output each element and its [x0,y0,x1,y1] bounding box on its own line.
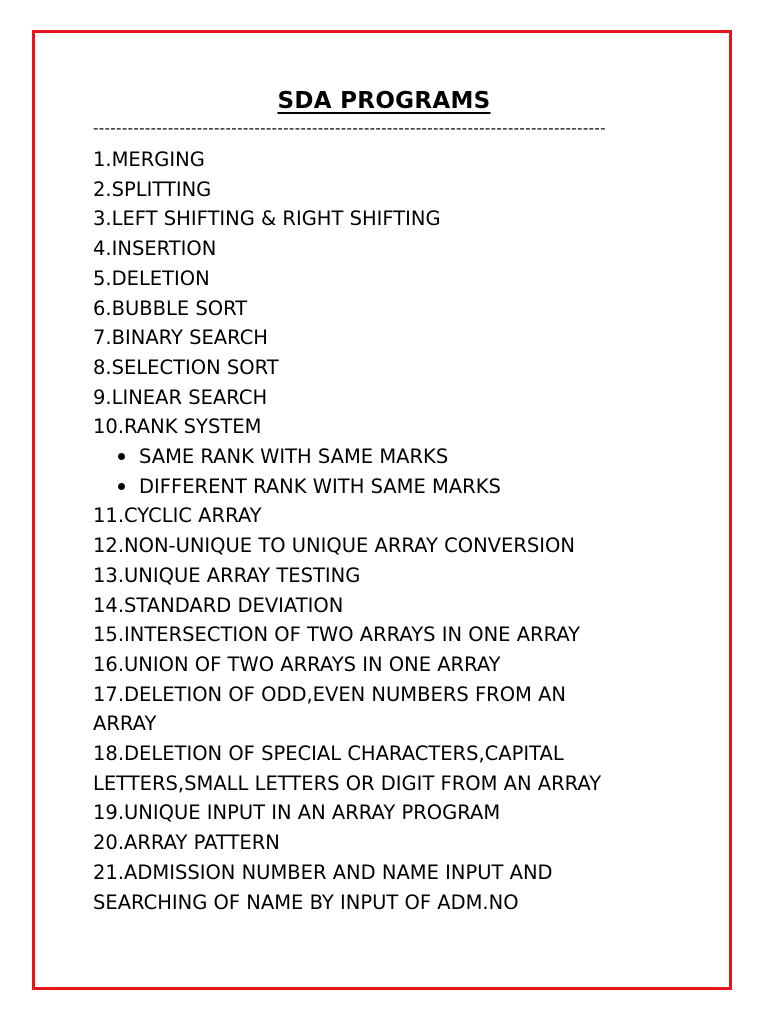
list-item: 14.STANDARD DEVIATION [93,593,344,617]
list-item-18-line2: LETTERS,SMALL LETTERS OR DIGIT FROM AN ARRAY [93,771,602,795]
sub-list-item-text: SAME RANK WITH SAME MARKS [139,445,449,469]
list-item: 11.CYCLIC ARRAY [93,504,262,528]
list-item: 20.ARRAY PATTERN [93,831,280,855]
bullet-icon [118,453,125,460]
list-item: 8.SELECTION SORT [93,355,279,379]
list-item-17-line1: 17.DELETION OF ODD,EVEN NUMBERS FROM AN [93,682,567,706]
list-item: 9.LINEAR SEARCH [93,385,268,409]
sub-list-item-text: DIFFERENT RANK WITH SAME MARKS [139,474,501,498]
list-item: 12.NON-UNIQUE TO UNIQUE ARRAY CONVERSION [93,534,575,558]
dashed-separator: ----------------------------------------------------------------------------------------- [93,119,606,137]
sub-list-item [93,472,653,502]
page-title: SDA PROGRAMS [277,88,491,114]
list-item: 4.INSERTION [93,237,217,261]
program-list [93,145,653,917]
list-item-18-line1: 18.DELETION OF SPECIAL CHARACTERS,CAPITAL [93,742,564,766]
list-item: 10.RANK SYSTEM [93,415,262,439]
list-item: 19.UNIQUE INPUT IN AN ARRAY PROGRAM [93,801,501,825]
list-item: 7.BINARY SEARCH [93,326,268,350]
sub-list-item [93,442,653,472]
list-item: 13.UNIQUE ARRAY TESTING [93,563,361,587]
list-item-21-line1: 21.ADMISSION NUMBER AND NAME INPUT AND [93,860,553,884]
list-item: 2.SPLITTING [93,177,212,201]
list-item: 3.LEFT SHIFTING & RIGHT SHIFTING [93,207,441,231]
list-item: 1.MERGING [93,148,205,171]
list-item-21-line2: SEARCHING OF NAME BY INPUT OF ADM.NO [93,890,519,914]
list-item: 15.INTERSECTION OF TWO ARRAYS IN ONE ARRAY [93,623,581,647]
list-item: 5.DELETION [93,266,210,290]
list-item-17-line2: ARRAY [93,712,157,736]
list-item: 6.BUBBLE SORT [93,296,248,320]
list-item: 16.UNION OF TWO ARRAYS IN ONE ARRAY [93,652,501,676]
bullet-icon [118,483,125,490]
